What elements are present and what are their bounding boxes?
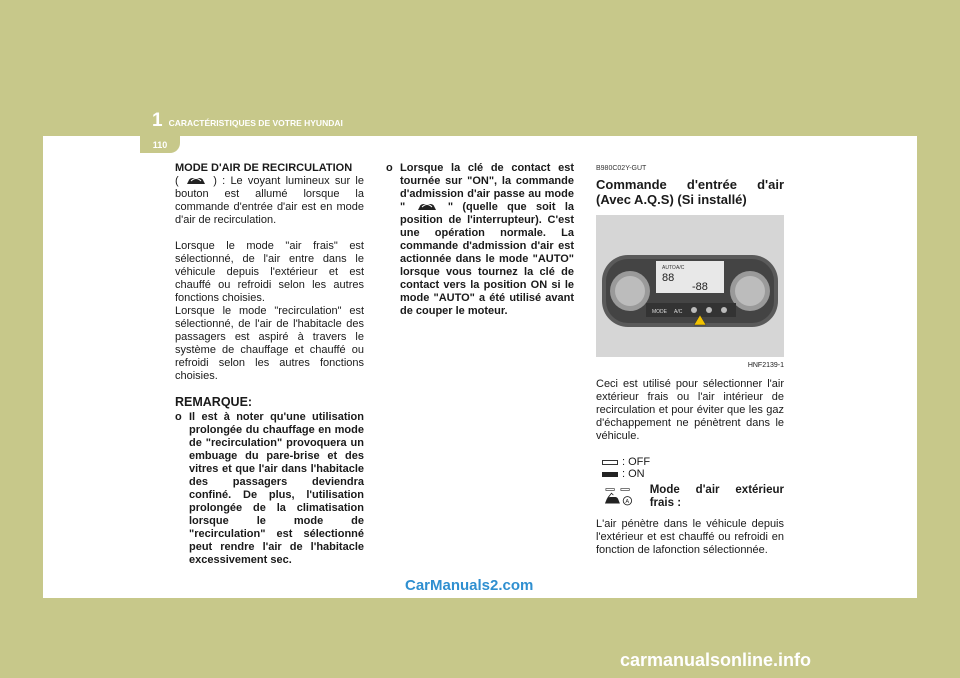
remark-bullet xyxy=(175,411,364,567)
lcd-digits: 88 xyxy=(662,272,675,284)
chapter-title: CARACTÉRISTIQUES DE VOTRE HYUNDAI xyxy=(168,118,343,128)
paren-open: ( xyxy=(175,175,179,187)
aqs-intro: Ceci est utilisé pour sélectionner l'air extérieur frais ou l'air intérieur de recirculation et pour éviter que les gaz d'échappement ne pénètrent dans le véhicule. xyxy=(596,378,784,442)
ignition-text-a: Lorsque la clé de contact est tournée sur "ON", la commande d'admission d'air passe au mode " xyxy=(400,162,574,213)
recirculation-paragraph: Lorsque le mode "recirculation" est sélectionné, de l'air de l'habitacle des passagers est aspiré à travers le système de chauffage et chauffé ou refroidi selon les autres fonctions choisies. xyxy=(175,305,364,382)
column-2 xyxy=(386,162,574,318)
mode-button-label: MODE xyxy=(652,309,667,315)
section-title: Commande d'entrée d'air (Avec A.Q.S) (Si installé) xyxy=(596,177,784,207)
ignition-text-b: " (quelle que soit la position de l'interrupteur). C'est une opération normale. La commande d'admission d'air est actionnée dans le mode "AUTO" lorsque vous tournez la clé de contact vers la position ON si le mode "AUTO" a été utilisé avant de couper le moteur. xyxy=(400,201,574,317)
photo-code: HNF2139-1 xyxy=(747,362,784,369)
section-code: B980C02Y-GUT xyxy=(596,165,647,172)
indicator-off-icon xyxy=(602,460,618,465)
ac-button-label: A/C xyxy=(674,309,683,315)
left-margin-band xyxy=(0,136,43,678)
fresh-air-paragraph: Lorsque le mode "air frais" est sélectionné, de l'air entre dans le véhicule depuis l'extérieur et est chauffé ou refroidi selon les autres fonctions choisies. xyxy=(175,240,364,304)
ignition-bullet xyxy=(386,162,574,318)
remark-text: Il est à noter qu'une utilisation prolongée du chauffage en mode de "recirculation" provoquera un embuage du pare-brise et des vitres et que l'air dans l'habitacle des passagers deviendra confiné. De plus, l'utilisation prolongée de la climatisation lorsque le mode de "recirculation" est sélectionné peut rendre l'air de l'habitacle excessivement sec. xyxy=(189,411,364,566)
column-1 xyxy=(175,162,364,567)
outside-air-car-icon xyxy=(604,487,638,507)
page-number: 110 xyxy=(140,136,180,153)
legend-off-label: : OFF xyxy=(622,455,651,468)
climate-panel-photo xyxy=(596,215,784,357)
column-3 xyxy=(596,162,784,570)
footer-brand: carmanualsonline.info xyxy=(620,650,812,670)
legend-on xyxy=(602,468,784,480)
legend-off xyxy=(602,456,784,468)
remark-title: REMARQUE: xyxy=(175,395,253,409)
chapter-number: 1 xyxy=(152,110,163,131)
recirculation-heading: MODE D'AIR DE RECIRCULATION xyxy=(175,162,353,174)
indicator-on-icon xyxy=(602,472,618,477)
lcd-auto: AUTO xyxy=(662,265,676,271)
footer-band xyxy=(0,598,960,678)
recirculation-description xyxy=(175,175,364,227)
legend-on-label: : ON xyxy=(622,467,645,480)
watermark-link[interactable]: CarManuals2.com xyxy=(405,577,534,594)
recirculation-car-icon xyxy=(415,201,439,212)
svg-text:A: A xyxy=(625,499,630,506)
bullet-marker: o xyxy=(386,162,393,174)
recirculation-text: ) : Le voyant lumineux sur le bouton est allumé lorsque la commande d'entrée d'air est en mode d'air de recirculation. xyxy=(175,175,364,226)
lcd-temp: -88 xyxy=(692,281,708,293)
bullet-marker: o xyxy=(175,411,182,423)
outside-air-text: L'air pénètre dans le véhicule depuis l'extérieur et est chauffé ou refroidi en fonction de lafonction sélectionnée. xyxy=(596,518,784,556)
lcd-ac: A/C xyxy=(676,265,685,271)
right-margin-band xyxy=(917,136,960,678)
outside-air-label: Mode d'air extérieur frais : xyxy=(649,484,784,509)
climate-panel-illustration xyxy=(596,215,784,357)
recirculation-car-icon xyxy=(184,175,208,186)
ignition-text xyxy=(400,162,574,318)
outside-air-row xyxy=(604,484,784,510)
header-band xyxy=(0,0,960,136)
chapter-header xyxy=(152,108,343,130)
